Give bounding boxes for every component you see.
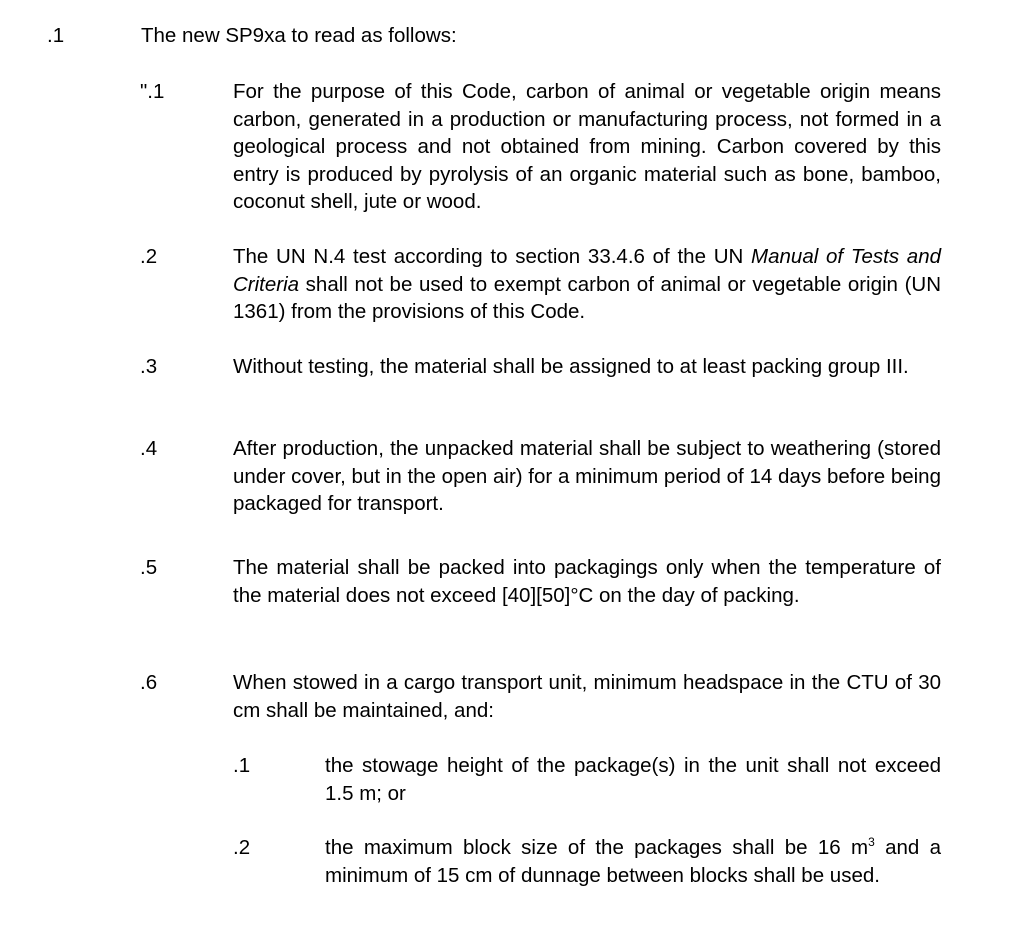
item-number-6: .6 xyxy=(140,671,158,694)
item-text-4: After production, the unpacked material shall be subject to weathering (stored under cover, but in the open air) for a minimum period of 14 days before being packaged for transport. xyxy=(233,437,941,515)
item-text-2-italic: Manual of Tests and Criteria xyxy=(233,245,942,296)
item-text-1: For the purpose of this Code, carbon of animal or vegetable origin means carbon, generated in a production or manufacturing process, not formed in a geological process and not obtained from mining. Carbon covered by this entry is produced by pyrolysis of an organic material such as bone, bamboo, coconut shell, jute or wood. xyxy=(233,80,941,213)
item-number-2: .2 xyxy=(140,245,158,268)
item-number-1: ".1 xyxy=(140,80,165,103)
item-text-2-after: shall not be used to exempt carbon of animal or vegetable origin (UN 1361) from the provisions of this Code. xyxy=(233,272,941,323)
subitem-text-2-after: and a minimum of 15 cm of dunnage between blocks shall be used. xyxy=(325,836,941,887)
subitem-number-1: .1 xyxy=(233,754,251,777)
subitem-text-1: the stowage height of the package(s) in the unit shall not exceed 1.5 m; or xyxy=(325,754,941,805)
item-text-5: The material shall be packed into packagings only when the temperature of the material does not exceed [40][50]°C on the day of packing. xyxy=(233,556,941,607)
superscript-three: 3 xyxy=(868,835,875,849)
item-text-3: Without testing, the material shall be assigned to at least packing group III. xyxy=(233,355,909,378)
subitem-text-2 xyxy=(325,834,941,889)
item-number-4: .4 xyxy=(140,437,158,460)
item-text-2 xyxy=(233,243,941,326)
item-number-5: .5 xyxy=(140,556,158,579)
subitem-text-2-before: the maximum block size of the packages shall be 16 m xyxy=(325,836,869,859)
item-number-3: .3 xyxy=(140,355,158,378)
subitem-number-2: .2 xyxy=(233,836,251,859)
clause-text: The new SP9xa to read as follows: xyxy=(141,24,457,47)
clause-number: .1 xyxy=(47,24,65,47)
item-text-6: When stowed in a cargo transport unit, minimum headspace in the CTU of 30 cm shall be maintained, and: xyxy=(233,671,941,722)
item-text-2-before: The UN N.4 test according to section 33.4.6 of the UN xyxy=(233,245,752,268)
